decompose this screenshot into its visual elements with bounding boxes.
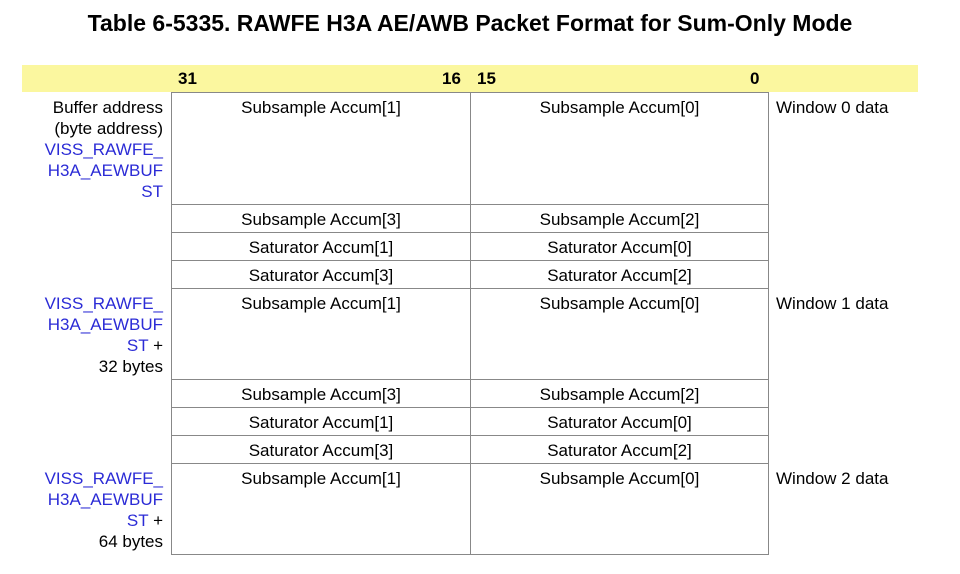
cell-low-bits: Subsample Accum[0] — [470, 93, 769, 205]
cell-low-bits: Subsample Accum[0] — [470, 289, 769, 380]
window-0-label: Window 0 data — [776, 98, 889, 117]
cell-high-bits: Saturator Accum[1] — [171, 233, 470, 261]
register-link[interactable]: H3A_AEWBUF — [47, 490, 163, 509]
cell-high-bits: Saturator Accum[1] — [171, 408, 470, 436]
cell-low-bits: Saturator Accum[2] — [470, 436, 769, 464]
bit-header-row — [22, 65, 918, 92]
register-link[interactable]: VISS_RAWFE_ — [44, 140, 163, 159]
register-link[interactable]: ST — [126, 336, 149, 355]
offset-text: 32 bytes — [98, 357, 163, 376]
cell-high-bits: Subsample Accum[3] — [171, 380, 470, 408]
bit-16-label: 16 — [442, 69, 461, 88]
address-label-line1: Buffer address — [52, 98, 163, 117]
address-window-2 — [45, 468, 163, 552]
cell-high-bits: Subsample Accum[1] — [171, 93, 470, 205]
bit-0-label: 0 — [750, 69, 760, 88]
cell-low-bits: Subsample Accum[2] — [470, 205, 769, 233]
address-window-0 — [45, 97, 163, 202]
cell-high-bits: Subsample Accum[1] — [171, 289, 470, 380]
address-window-1 — [45, 293, 163, 377]
cell-low-bits: Saturator Accum[2] — [470, 261, 769, 289]
register-link[interactable]: VISS_RAWFE_ — [44, 469, 163, 488]
plus-text: + — [148, 336, 163, 355]
window-1-label: Window 1 data — [776, 294, 889, 313]
plus-text: + — [148, 511, 163, 530]
register-link[interactable]: VISS_RAWFE_ — [44, 294, 163, 313]
cell-low-bits: Saturator Accum[0] — [470, 233, 769, 261]
register-link[interactable]: H3A_AEWBUF — [47, 315, 163, 334]
cell-high-bits: Subsample Accum[1] — [171, 464, 470, 555]
cell-low-bits: Saturator Accum[0] — [470, 408, 769, 436]
register-link[interactable]: ST — [126, 511, 149, 530]
offset-text: 64 bytes — [98, 532, 163, 551]
address-label-line2: (byte address) — [54, 119, 163, 138]
cell-high-bits: Saturator Accum[3] — [171, 261, 470, 289]
table-title: Table 6-5335. RAWFE H3A AE/AWB Packet Format for Sum-Only Mode — [87, 10, 853, 36]
cell-high-bits: Subsample Accum[3] — [171, 205, 470, 233]
window-2-label: Window 2 data — [776, 469, 889, 488]
cell-low-bits: Subsample Accum[0] — [470, 464, 769, 555]
cell-low-bits: Subsample Accum[2] — [470, 380, 769, 408]
bit-15-label: 15 — [477, 69, 496, 88]
register-link[interactable]: ST — [141, 182, 163, 201]
cell-high-bits: Saturator Accum[3] — [171, 436, 470, 464]
register-link[interactable]: H3A_AEWBUF — [47, 161, 163, 180]
bit-31-label: 31 — [178, 69, 197, 88]
